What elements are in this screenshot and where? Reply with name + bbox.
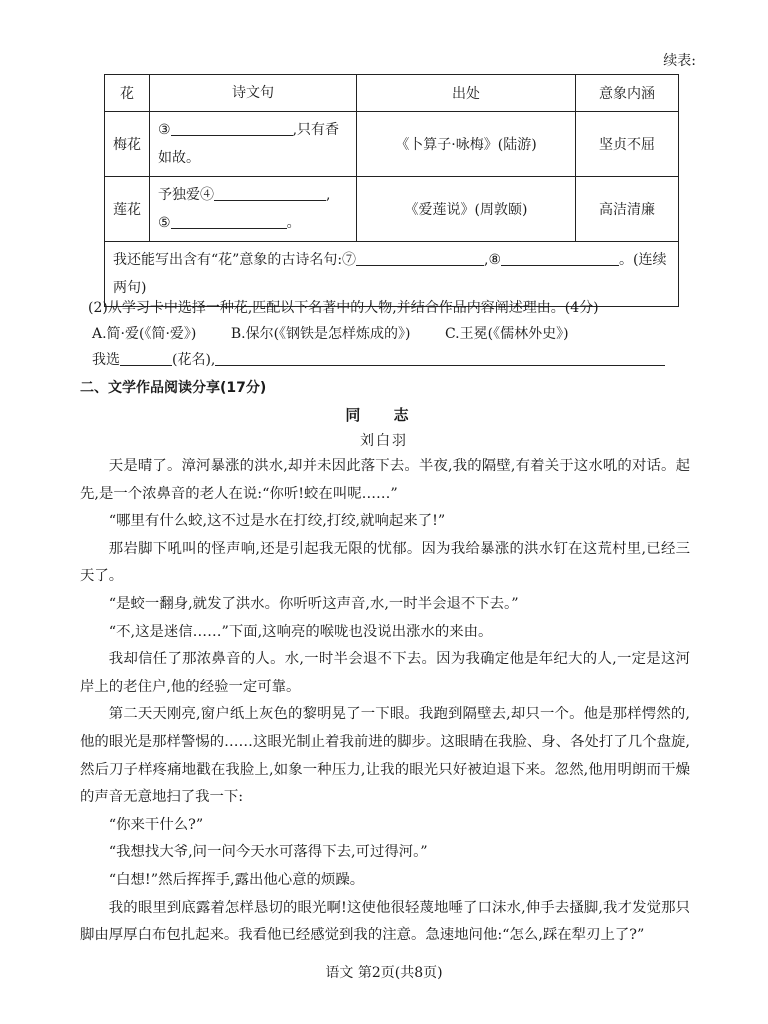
option-c: C.王冕(《儒林外史》) — [444, 326, 569, 342]
story-paragraph: “不,这是迷信……”下面,这响亮的喉咙也没说出涨水的来由。 — [108, 623, 493, 640]
line-suffix: ,只有香如故。 — [158, 122, 340, 166]
story-paragraph: 第二天天刚亮,窗户纸上灰色的黎明晃了一下眼。我跑到隔壁去,却只一个。他是那样愕然的,他的眼光是那样警惕的……这眼光制止着我前进的脚步。这眼睛在我脸、身、各处打了几个盘旋,然后刀子样疼痛地戳在我脸上,如象一种压力,让我的眼光只好被迫退下来。忽然,他用明朗而干燥的声音无意地扫了我一下: — [80, 706, 690, 806]
flower-name-blank[interactable] — [120, 349, 172, 366]
story-paragraph: 天是晴了。漳河暴涨的洪水,却并未因此落下去。半夜,我的隔壁,有着关于这水吼的对话。起先,是一个浓鼻音的老人在说:“你听!蛟在叫呢……” — [80, 458, 690, 502]
option-b: B.保尔(《钢铁是怎样炼成的》) — [230, 326, 411, 342]
table-row — [105, 177, 679, 242]
option-a: A.简·爱(《简·爱》) — [92, 326, 197, 342]
line-suffix: , — [326, 187, 331, 203]
meaning-cell: 坚贞不屈 — [576, 112, 679, 177]
table-header-source: 出处 — [357, 75, 576, 112]
story-paragraph: “我想找大爷,问一问今天水可落得下去,可过得河。” — [108, 844, 428, 861]
table-header-meaning: 意象内涵 — [576, 75, 679, 112]
story-paragraph: 我却信任了那浓鼻音的人。水,一时半会退不下去。因为我确定他是年纪大的人,一定是这河岸上的老住户,他的经验一定可靠。 — [80, 651, 690, 695]
story-author: 刘白羽 — [360, 433, 408, 449]
source-cell: 《卜算子·咏梅》(陆游) — [357, 112, 576, 177]
extra-prefix: 我还能写出含有“花”意象的古诗名句:⑦ — [113, 252, 357, 268]
story-paragraph: “是蛟一翻身,就发了洪水。你听听这声音,水,一时半会退不下去。” — [108, 595, 519, 612]
story-paragraph: “白想!”然后挥挥手,露出他心意的烦躁。 — [108, 871, 365, 888]
answer-blank-7[interactable] — [356, 249, 484, 266]
question-2: (2)从学习卡中选择一种花,匹配以下名著中的人物,并结合作品内容阐述理由。(4分) — [88, 300, 599, 316]
story-paragraph: “你来干什么?” — [108, 816, 204, 833]
extra-suffix: 。(连续两句) — [113, 252, 667, 296]
line-prefix: 予独爱④ — [158, 187, 214, 203]
line-prefix: ③ — [158, 122, 171, 138]
table-header-flower: 花 — [105, 75, 150, 112]
continued-label: 续表: — [663, 53, 696, 69]
choose-suffix: (花名), — [172, 352, 216, 368]
extra-mid: ,⑧ — [484, 252, 502, 268]
line2-prefix: ⑤ — [158, 215, 171, 231]
table-header-line: 诗文句 — [150, 75, 357, 112]
poem-line-cell — [150, 177, 357, 242]
choose-prefix: 我选 — [92, 352, 120, 368]
flower-cell: 梅花 — [105, 112, 150, 177]
flower-poetry-table — [104, 74, 679, 307]
table-row — [105, 112, 679, 177]
source-cell: 《爱莲说》(周敦颐) — [357, 177, 576, 242]
options-list — [92, 323, 599, 343]
answer-blank-5[interactable] — [171, 212, 287, 229]
line2-suffix: 。 — [286, 215, 301, 231]
table-header-row — [105, 75, 679, 112]
answer-blank-8[interactable] — [501, 249, 619, 266]
story-title: 同 志 — [345, 406, 423, 424]
story-body — [80, 453, 690, 950]
flower-cell: 莲花 — [105, 177, 150, 242]
meaning-cell: 高洁清廉 — [576, 177, 679, 242]
answer-blank-3[interactable] — [171, 119, 293, 136]
section-heading: 二、文学作品阅读分享(17分) — [80, 380, 267, 396]
story-paragraph: “哪里有什么蛟,这不过是水在打绞,打绞,就响起来了!” — [108, 513, 446, 530]
reason-blank[interactable] — [215, 349, 665, 366]
poem-line-cell — [150, 112, 357, 177]
choose-line — [92, 349, 692, 369]
story-paragraph: 那岩脚下吼叫的怪声响,还是引起我无限的忧郁。因为我给暴涨的洪水钉在这荒村里,已经三天了。 — [80, 540, 690, 585]
page-footer: 语文 第2页(共8页) — [325, 965, 443, 981]
story-paragraph: 我的眼里到底露着怎样恳切的眼光啊!这使他很轻蔑地唾了口沫水,伸手去搔脚,我才发觉那只脚由厚厚白布包扎起来。我看他已经感觉到我的注意。急速地问他:“怎么,踩在犁刃上了?” — [80, 899, 690, 944]
answer-blank-4[interactable] — [214, 184, 326, 201]
